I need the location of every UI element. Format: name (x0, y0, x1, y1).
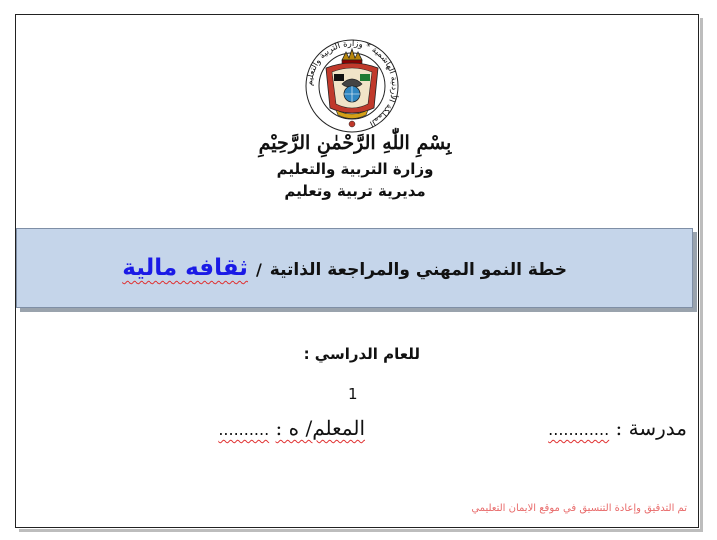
title-banner (16, 228, 693, 308)
jordan-coat-of-arms-emblem (302, 38, 402, 134)
page-number: 1 (348, 385, 358, 403)
teacher-field (218, 416, 365, 440)
school-label: مدرسة : (615, 416, 687, 440)
directorate-name: مديرية تربية وتعليم (284, 182, 426, 200)
school-blank: ............ (548, 420, 610, 439)
title-separator: / (255, 260, 262, 279)
emblem-ring-text: المملكة الأردنية الهاشمية * وزارة التربية والتعليم (304, 38, 400, 129)
subject-name: ثقافه مالية (122, 255, 248, 281)
ministry-name: وزارة التربية والتعليم (276, 160, 434, 178)
footer-credit: تم التدقيق وإعادة التنسيق في موقع الايمان التعليمي (471, 503, 687, 514)
plan-title: خطة النمو المهني والمراجعة الذاتية (269, 260, 567, 280)
academic-year-label: للعام الدراسي : (303, 345, 420, 363)
teacher-blank: .......... (218, 420, 270, 439)
basmala: بِسْمِ اللّٰهِ الرَّحْمٰنِ الرَّحِيْمِ (258, 132, 452, 154)
school-field (548, 416, 687, 440)
teacher-label: المعلم/ ه : (275, 416, 365, 440)
